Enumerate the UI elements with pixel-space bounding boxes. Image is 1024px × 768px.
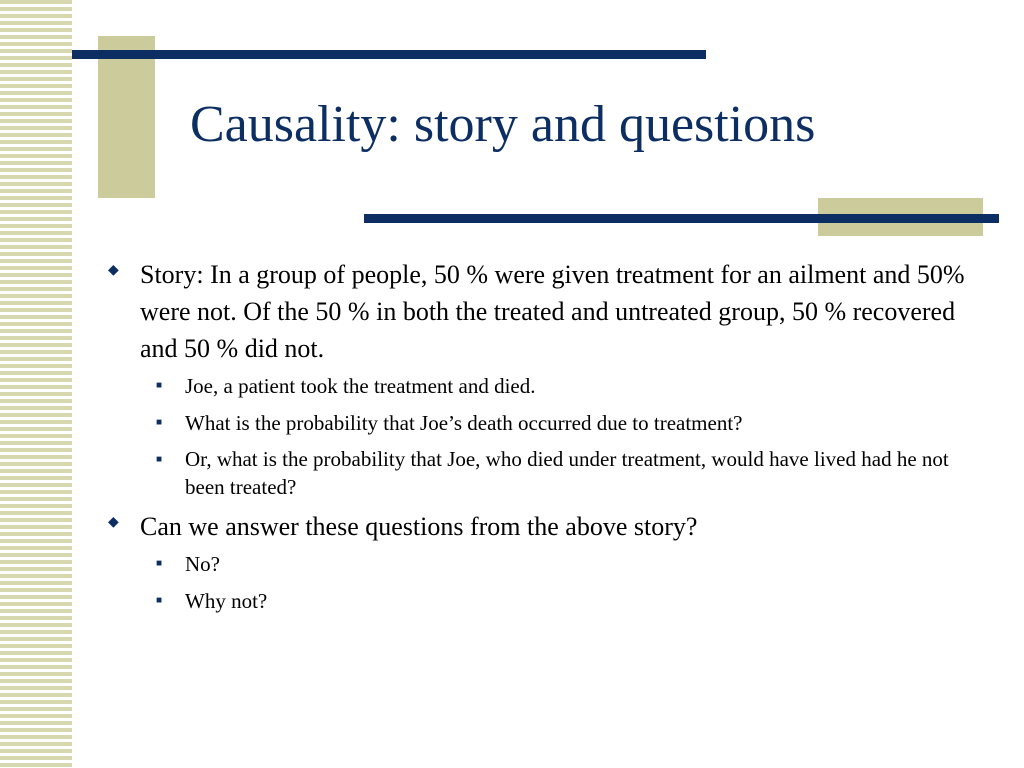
striped-sidebar-decoration xyxy=(0,0,72,768)
bullet-item-story xyxy=(100,256,990,501)
diamond-icon: ◆ xyxy=(108,515,119,530)
sub-bullet-item xyxy=(140,371,990,401)
sub-bullet-text: No? xyxy=(185,552,220,576)
sub-bullet-text: Why not? xyxy=(185,589,268,613)
square-icon: ■ xyxy=(156,595,163,606)
square-icon: ■ xyxy=(156,454,163,465)
sub-bullet-text: Joe, a patient took the treatment and died. xyxy=(185,374,536,398)
square-icon: ■ xyxy=(156,558,163,569)
sub-bullet-list xyxy=(140,549,990,616)
diamond-icon: ◆ xyxy=(108,263,119,278)
sub-bullet-text: Or, what is the probability that Joe, who died under treatment, would have lived had he not been treated? xyxy=(185,447,949,499)
bullet-text: Can we answer these questions from the above story? xyxy=(140,512,698,541)
title-accent-block xyxy=(98,36,155,198)
square-icon: ■ xyxy=(156,417,163,428)
title-bottom-rule xyxy=(364,214,999,223)
sub-bullet-text: What is the probability that Joe’s death occurred due to treatment? xyxy=(185,411,743,435)
sub-bullet-list xyxy=(140,371,990,501)
bullet-item-question xyxy=(100,508,990,616)
sub-bullet-item xyxy=(140,549,990,579)
sub-bullet-item xyxy=(140,586,990,616)
slide-body xyxy=(100,256,990,623)
sub-bullet-item xyxy=(140,408,990,438)
bullet-text: Story: In a group of people, 50 % were given treatment for an ailment and 50% were not. Of the 50 % in both the treated and untreated group, 50 % recovered and 50 % did not. xyxy=(140,260,965,363)
slide-title: Causality: story and questions xyxy=(190,96,816,153)
sub-bullet-item xyxy=(140,445,990,501)
title-top-rule xyxy=(72,50,706,59)
bullet-list xyxy=(100,256,990,616)
square-icon: ■ xyxy=(156,380,163,391)
